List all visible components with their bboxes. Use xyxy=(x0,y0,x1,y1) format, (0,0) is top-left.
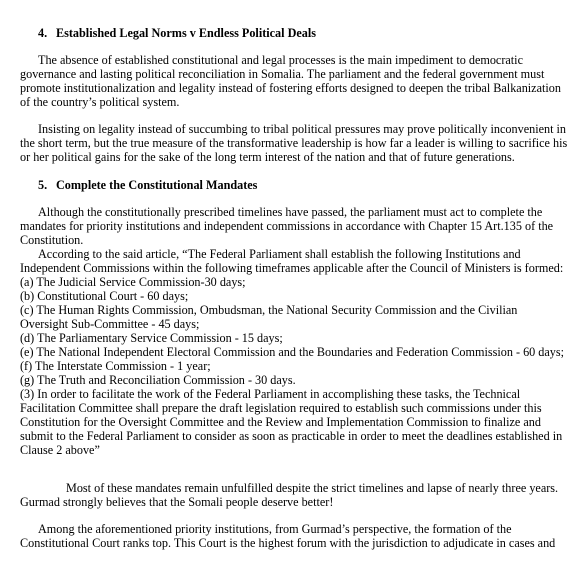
s5-p3-line-1: Most of these mandates remain unfulfilled despite the strict timelines and lapse of nearly three years. xyxy=(66,481,559,495)
section-4-title: Established Legal Norms v Endless Political Deals xyxy=(56,26,317,40)
list-item: (b) Constitutional Court - 60 days; xyxy=(20,289,189,303)
s5-p1-line-3: Constitution. xyxy=(20,233,84,247)
section-5-heading xyxy=(38,178,257,193)
list-item: Clause 2 above” xyxy=(20,443,100,457)
list-item: (d) The Parliamentary Service Commission - 15 days; xyxy=(20,331,283,345)
list-item: (e) The National Independent Electoral Commission and the Boundaries and Federation Commission - 60 days; xyxy=(20,345,565,359)
s5-p3-line-2: Gurmad strongly believes that the Somali people deserve better! xyxy=(20,495,334,509)
list-item: Constitution for the Oversight Committee and the Review and Implementation Commission to finalize and xyxy=(20,415,541,429)
s5-p4-line-1: Among the aforementioned priority institutions, from Gurmad’s perspective, the formation of the xyxy=(38,522,512,536)
section-4-heading xyxy=(38,26,316,41)
s5-p1-line-1: Although the constitutionally prescribed timelines have passed, the parliament must act to complete the xyxy=(38,205,543,219)
s4-p1-line-4: of the country’s political system. xyxy=(20,95,180,109)
section-4-number: 4. xyxy=(38,26,48,40)
s4-p1-line-3: promote institutionalization and legality instead of fostering efforts designed to deepen the tribal Balkanization xyxy=(20,81,561,95)
s5-p4-line-2: Constitutional Court ranks top. This Court is the highest forum with the jurisdiction to adjudicate in cases and xyxy=(20,536,556,550)
list-item: Oversight Sub-Committee - 45 days; xyxy=(20,317,200,331)
s4-p1-line-2: governance and lasting political reconciliation in Somalia. The parliament and the federal government must xyxy=(20,67,545,81)
list-item: Facilitation Committee shall prepare the draft legislation required to establish such commissions under this xyxy=(20,401,542,415)
s4-p2-line-2: the short term, but the true measure of the transformative leadership is how far a leader is willing to sacrifice his xyxy=(20,136,568,150)
list-item: (3) In order to facilitate the work of the Federal Parliament in accomplishing these tasks, the Technical xyxy=(20,387,521,401)
list-item: (a) The Judicial Service Commission-30 days; xyxy=(20,275,246,289)
section-5-title: Complete the Constitutional Mandates xyxy=(56,178,258,192)
s5-p2-line-2: Independent Commissions within the following timeframes applicable after the Council of Ministers is formed: xyxy=(20,261,564,275)
s5-p2-line-1: According to the said article, “The Federal Parliament shall establish the following Institutions and xyxy=(38,247,521,261)
s4-p1-line-1: The absence of established constitutional and legal processes is the main impediment to democratic xyxy=(38,53,523,67)
s4-p2-line-3: or her political gains for the sake of the long term interest of the nation and that of future generations. xyxy=(20,150,515,164)
list-item: (f) The Interstate Commission - 1 year; xyxy=(20,359,211,373)
list-item: submit to the Federal Parliament to consider as soon as practicable in order to meet the deadlines established in xyxy=(20,429,563,443)
list-item: (g) The Truth and Reconciliation Commission - 30 days. xyxy=(20,373,296,387)
s4-p2-line-1: Insisting on legality instead of succumbing to tribal political pressures may prove politically inconvenient in xyxy=(38,122,567,136)
section-5-number: 5. xyxy=(38,178,48,192)
s5-p1-line-2: mandates for priority institutions and independent commissions in accordance with Chapter 15 Art.135 of the xyxy=(20,219,554,233)
list-item: (c) The Human Rights Commission, Ombudsman, the National Security Commission and the Civilian xyxy=(20,303,518,317)
